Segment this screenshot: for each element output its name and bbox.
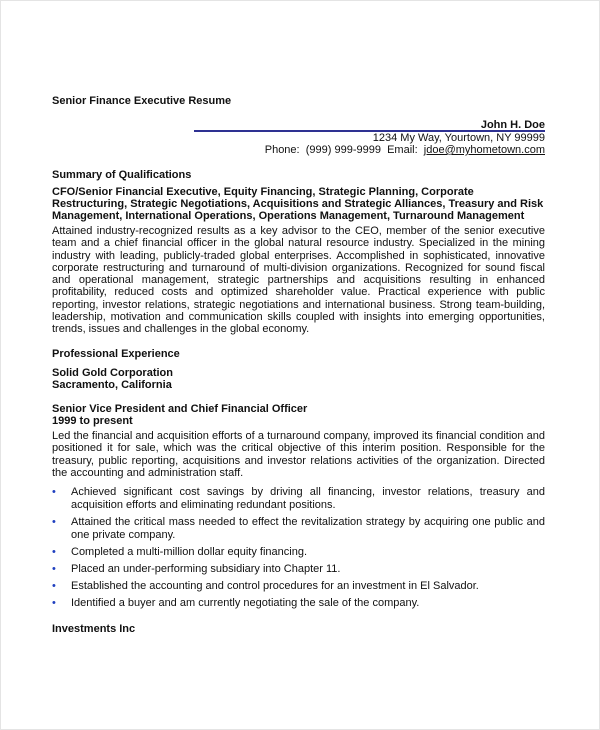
phone-value: (999) 999-9999 [305,144,381,156]
list-item [52,563,545,576]
position-description: Led the financial and acquisition efforts of a turnaround company, improved its financial condition and positioned it for sale, which was the critical objective of this interim position. Responsible for the treasury, public reporting, acquisitions and investor relations activities of the organization. Directed the accounting and administration staff. [52,430,545,479]
contact-address: 1234 My Way, Yourtown, NY 99999 [372,132,545,144]
list-item-text: Attained the critical mass needed to effect the revitalization strategy by acquiring one public and one private company. [71,515,545,541]
bullet-icon: • [52,515,56,528]
position-title: Senior Vice President and Chief Financial Officer [52,403,308,415]
next-company-name: Investments Inc [52,623,136,635]
list-item-text: Established the accounting and control procedures for an investment in El Salvador. [71,579,479,592]
bullet-icon: • [52,597,56,610]
bullet-icon: • [52,579,56,592]
bullet-icon: • [52,562,56,575]
email-label: Email: [387,144,418,156]
phone-label: Phone: [264,144,300,156]
summary-paragraph: Attained industry-recognized results as a key advisor to the CEO, member of the senior executive team and a chief financial officer in the global natural resource industry. Specialized in the mining industry with leading, publicly-traded global enterprises. Accomplished in sophisticated, innovative corporate restructuring and turnaround of multi-division organizations. Recognized for sound fiscal and operational management, strategic partnerships and acquisitions resulting in enhanced profitability, reduced costs and optimized shareholder value. Practical experience with public reporting, investor relations, strategic negotiations and international business. Strong team-building, leadership, motivation and communication skills coupled with insights into emerging opportunities, trends, issues and challenges in the global economy. [52,225,545,336]
list-item-text: Identified a buyer and am currently negotiating the sale of the company. [71,597,420,610]
document-title: Senior Finance Executive Resume [52,95,232,107]
list-item-text: Achieved significant cost savings by driving all financing, investor relations, treasury and acquisition efforts and eliminating redundant positions. [71,486,545,511]
position-dates: 1999 to present [52,415,133,427]
company-location: Sacramento, California [52,379,172,391]
contact-line [52,144,545,156]
bullet-icon: • [52,545,56,558]
list-item-text: Completed a multi-million dollar equity financing. [71,545,308,558]
email-link[interactable]: jdoe@myhometown.com [423,144,545,156]
summary-heading: Summary of Qualifications [52,169,192,181]
list-item [52,516,545,542]
list-item [52,546,545,559]
list-item [52,597,545,610]
contact-name: John H. Doe [480,119,545,131]
list-item [52,580,545,593]
list-item-text: Placed an under-performing subsidiary into Chapter 11. [71,562,341,575]
company-name: Solid Gold Corporation [52,367,173,379]
summary-keywords: CFO/Senior Financial Executive, Equity Financing, Strategic Planning, Corporate Restructuring, Strategic Negotiations, Acquisitions and Strategic Alliances, Treasury and Risk Management, International Operations, Operations Management, Turnaround Management [52,186,544,222]
achievements-list [52,486,545,614]
bullet-icon: • [52,486,56,498]
list-item [52,486,545,512]
experience-heading: Professional Experience [52,348,180,360]
